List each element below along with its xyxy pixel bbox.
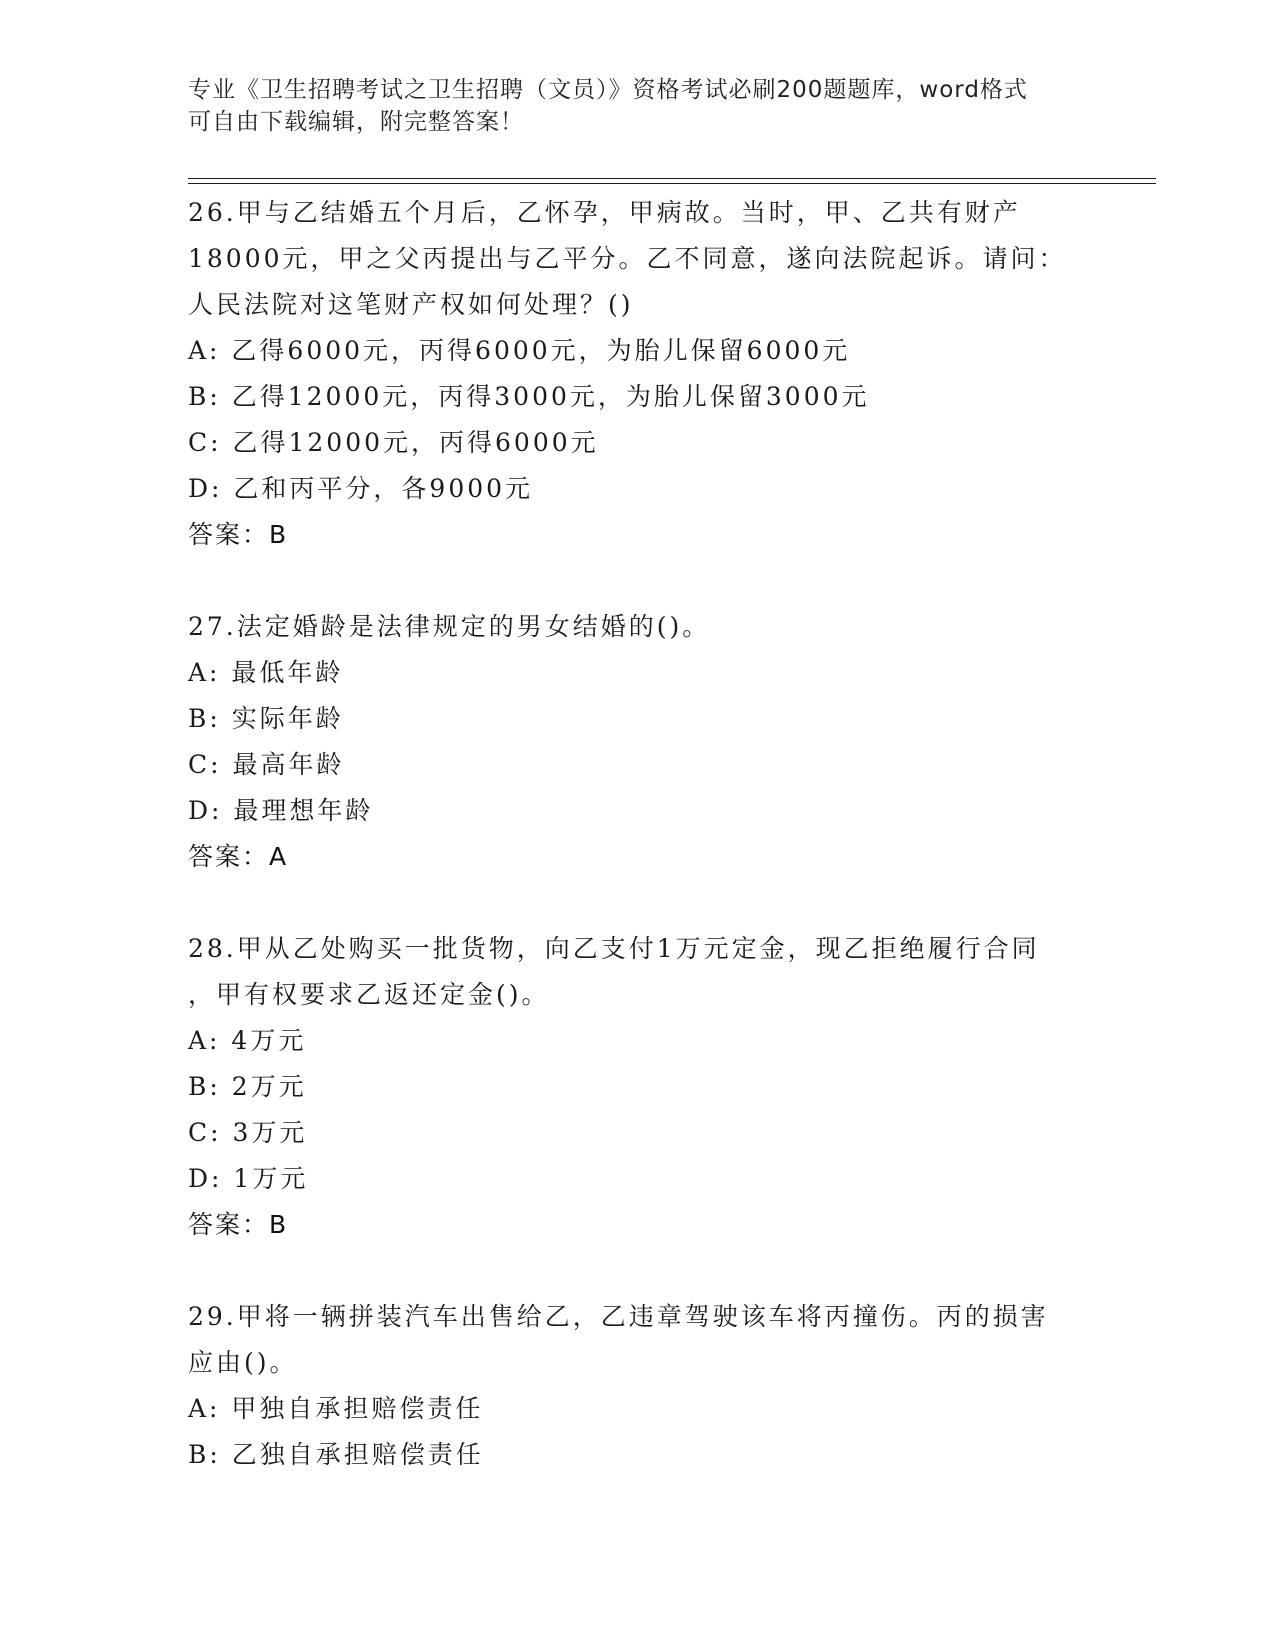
answer: 答案：B: [188, 1210, 289, 1239]
option-b: B: 实际年龄: [188, 704, 344, 733]
answer: 答案：A: [188, 842, 289, 871]
option-c: C: 乙得12000元，丙得6000元: [188, 428, 599, 457]
question-29: [188, 1294, 1088, 1478]
option-a: A: 甲独自承担赔偿责任: [188, 1394, 484, 1423]
header-line-2: 可自由下载编辑，附完整答案！: [188, 109, 524, 135]
header-line-1: 专业《卫生招聘考试之卫生招聘（文员）》资格考试必刷200题题库，word格式: [188, 77, 1028, 103]
question-text-line: ，甲有权要求乙返还定金()。: [188, 980, 550, 1009]
option-d: D: 1万元: [188, 1164, 309, 1193]
header-divider-bottom: [188, 183, 1156, 184]
question-text-line: 29.甲将一辆拼装汽车出售给乙，乙违章驾驶该车将丙撞伤。丙的损害: [188, 1302, 1049, 1331]
question-text-line: 27.法定婚龄是法律规定的男女结婚的()。: [188, 612, 711, 641]
question-text-line: 人民法院对这笔财产权如何处理？(): [188, 290, 634, 319]
question-spacer: [188, 880, 1088, 926]
answer: 答案：B: [188, 520, 289, 549]
option-b: B: 2万元: [188, 1072, 307, 1101]
question-spacer: [188, 1248, 1088, 1294]
question-spacer: [188, 558, 1088, 604]
option-c: C: 3万元: [188, 1118, 308, 1147]
question-text-line: 18000元，甲之父丙提出与乙平分。乙不同意，遂向法院起诉。请问：: [188, 244, 1067, 273]
question-26: [188, 190, 1088, 558]
question-text-line: 28.甲从乙处购买一批货物，向乙支付1万元定金，现乙拒绝履行合同: [188, 934, 1040, 963]
question-28: [188, 926, 1088, 1248]
document-header: [188, 74, 1088, 138]
option-a: A: 最低年龄: [188, 658, 344, 687]
question-text-line: 26.甲与乙结婚五个月后，乙怀孕，甲病故。当时，甲、乙共有财产: [188, 198, 1021, 227]
option-a: A: 乙得6000元，丙得6000元，为胎儿保留6000元: [188, 336, 851, 365]
option-d: D: 最理想年龄: [188, 796, 374, 825]
header-divider-top: [188, 178, 1156, 179]
option-b: B: 乙独自承担赔偿责任: [188, 1440, 484, 1469]
question-27: [188, 604, 1088, 880]
option-d: D: 乙和丙平分，各9000元: [188, 474, 534, 503]
option-a: A: 4万元: [188, 1026, 307, 1055]
question-list: [188, 190, 1088, 1478]
option-b: B: 乙得12000元，丙得3000元，为胎儿保留3000元: [188, 382, 870, 411]
question-text-line: 应由()。: [188, 1348, 298, 1377]
option-c: C: 最高年龄: [188, 750, 345, 779]
